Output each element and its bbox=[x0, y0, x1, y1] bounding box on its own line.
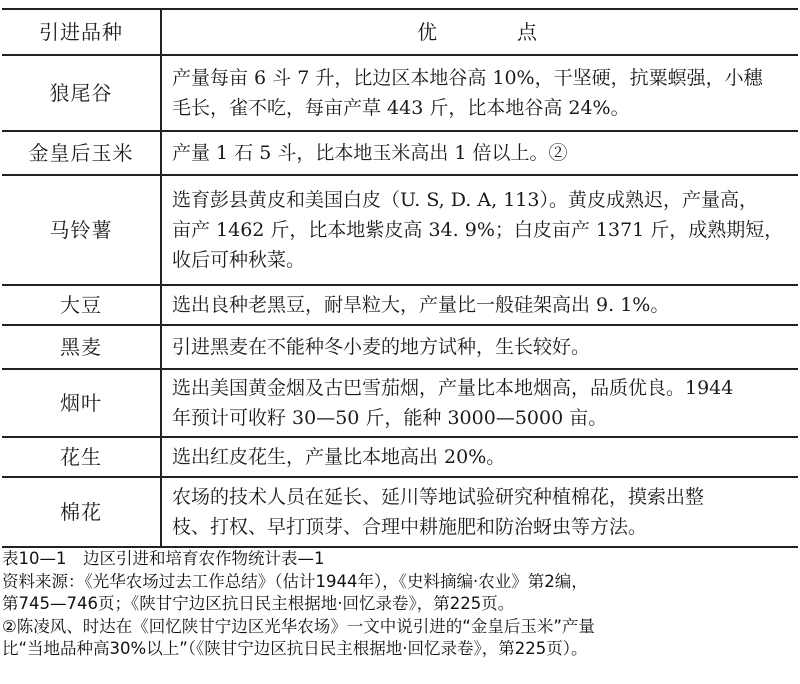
footnote-line: ②陈凌风、时达在《回忆陕甘宁边区光华农场》一文中说引进的“金皇后玉米”产量 bbox=[2, 616, 595, 636]
table-row bbox=[2, 325, 798, 369]
header-variety: 引进品种 bbox=[2, 9, 161, 55]
table-row bbox=[2, 285, 798, 325]
source-note-line: 第745—746页；《陕甘宁边区抗日民主根据地·回忆录卷》，第225页。 bbox=[2, 594, 515, 613]
variety-cell: 棉花 bbox=[2, 477, 161, 547]
variety-cell: 烟叶 bbox=[2, 369, 161, 437]
table-caption: 表10—1 边区引进和培育农作物统计表—1 bbox=[2, 549, 325, 568]
variety-cell: 马铃薯 bbox=[2, 175, 161, 285]
advantages-cell bbox=[161, 325, 798, 369]
advantage-text-line: 毛长，雀不吃，每亩产草 443 斤，比本地谷高 24%。 bbox=[172, 97, 630, 119]
advantage-text-line: 引进黑麦在不能种冬小麦的地方试种，生长较好。 bbox=[172, 336, 591, 358]
variety-cell: 黑麦 bbox=[2, 325, 161, 369]
advantage-text-line: 农场的技术人员在延长、延川等地试验研究种植棉花，摸索出整 bbox=[172, 486, 705, 508]
table-row bbox=[2, 437, 798, 477]
advantages-cell bbox=[161, 369, 798, 437]
advantage-text-line: 选出良种老黑豆，耐旱粒大，产量比一般硅架高出 9. 1%。 bbox=[172, 294, 670, 316]
advantage-text-line: 选出红皮花生，产量比本地高出 20%。 bbox=[172, 446, 506, 468]
advantages-cell bbox=[161, 55, 798, 131]
advantage-text-line: 年预计可收籽 30—50 斤，能种 3000—5000 亩。 bbox=[172, 407, 608, 429]
advantage-text-line: 亩产 1462 斤，比本地紫皮高 34. 9%；白皮亩产 1371 斤，成熟期短， bbox=[172, 219, 784, 241]
advantages-cell bbox=[161, 175, 798, 285]
crop-statistics-table bbox=[2, 8, 798, 548]
table-row bbox=[2, 369, 798, 437]
table-header-row bbox=[2, 9, 798, 55]
advantages-cell bbox=[161, 437, 798, 477]
advantage-text-line: 产量每亩 6 斗 7 升，比边区本地谷高 10%，干坚硬，抗粟螟强，小穗 bbox=[172, 67, 763, 89]
table-notes bbox=[2, 548, 798, 661]
header-advantages: 优点 bbox=[161, 9, 798, 55]
table-row bbox=[2, 131, 798, 175]
variety-cell: 大豆 bbox=[2, 285, 161, 325]
footnote-line: 比“当地品种高30%以上”（《陕甘宁边区抗日民主根据地·回忆录卷》，第225页）。 bbox=[2, 639, 588, 658]
advantages-cell bbox=[161, 131, 798, 175]
advantage-text-line: 选出美国黄金烟及古巴雪茄烟，产量比本地烟高，品质优良。1944 bbox=[172, 377, 734, 399]
variety-cell: 狼尾谷 bbox=[2, 55, 161, 131]
advantage-text-line: 选育彭县黄皮和美国白皮（U. S, D. A, 113）。黄皮成熟迟，产量高， bbox=[172, 189, 758, 211]
advantage-text-line: 收后可种秋菜。 bbox=[172, 249, 306, 271]
variety-cell: 花生 bbox=[2, 437, 161, 477]
variety-cell: 金皇后玉米 bbox=[2, 131, 161, 175]
table-row bbox=[2, 55, 798, 131]
advantage-text-line: 产量 1 石 5 斗，比本地玉米高出 1 倍以上。② bbox=[172, 142, 568, 164]
advantage-text-line: 枝、打权、早打顶芽、合理中耕施肥和防治蚜虫等方法。 bbox=[172, 516, 648, 538]
advantages-cell bbox=[161, 477, 798, 547]
table-row bbox=[2, 477, 798, 547]
table-body bbox=[2, 55, 798, 547]
source-note-line: 资料来源：《光华农场过去工作总结》（估计1944年），《史料摘编·农业》第2编， bbox=[2, 571, 588, 591]
table-row bbox=[2, 175, 798, 285]
advantages-cell bbox=[161, 285, 798, 325]
